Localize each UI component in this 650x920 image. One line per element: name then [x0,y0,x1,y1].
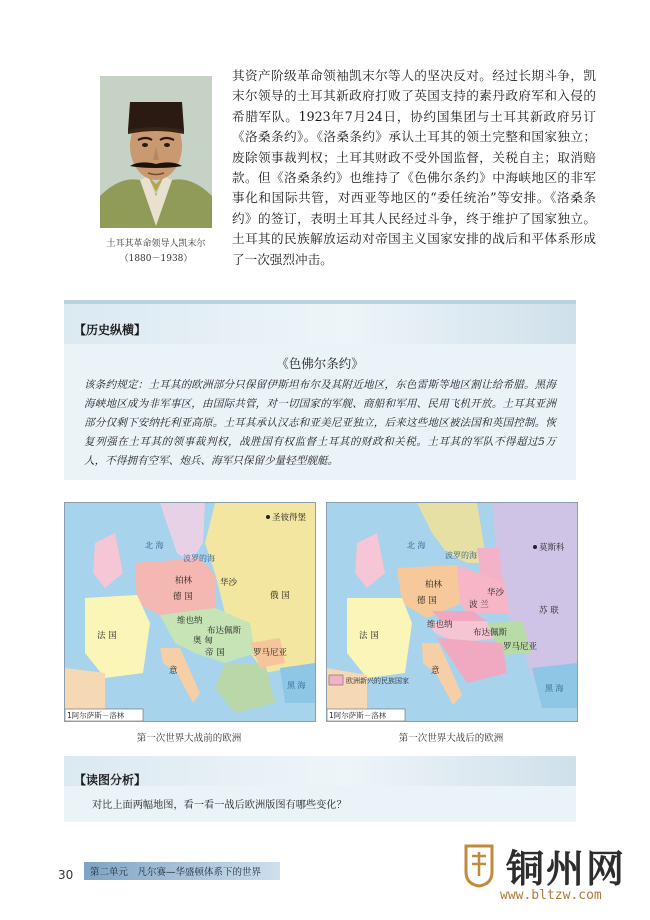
right-map-vienna: 维也纳 [427,620,453,630]
left-map-france: 法 国 [97,631,117,641]
watermark-title: 铜州网 [506,846,627,891]
right-map-warsaw: 华沙 [487,588,505,598]
left-map-austria-hungary: 奥 匈 [193,636,213,646]
right-map-black-sea: 黑 海 [545,684,564,693]
left-map-inset-label: 1阿尔萨斯－洛林 [67,711,125,720]
right-map-budapest: 布达佩斯 [473,628,508,638]
left-map-black-sea: 黑 海 [287,681,306,690]
portrait-caption-years: （1880－1938） [119,254,193,264]
right-map-romania: 罗马尼亚 [503,642,538,652]
right-map-baltic: 波罗的海 [445,551,477,560]
left-map-italy: 意 [169,666,178,676]
right-map-caption: 第一次世界大战后的欧洲 [398,733,504,744]
left-map-st-petersburg: 圣彼得堡 [272,513,307,523]
right-map-italy: 意 [431,666,440,676]
left-map-romania: 罗马尼亚 [253,648,288,658]
analysis-box-label: 【读图分析】 [74,773,147,787]
history-box-label: 【历史纵横】 [74,323,147,337]
page-number: 30 [58,868,74,882]
left-map-budapest: 布达佩斯 [207,626,242,636]
left-map-berlin: 柏林 [175,576,193,586]
left-map-baltic: 波罗的海 [183,554,215,563]
right-map-berlin: 柏林 [425,580,443,590]
portrait-caption-name: 土耳其革命领导人凯末尔 [106,239,206,249]
map-after-ww1 [326,502,578,722]
portrait-image [100,76,212,228]
left-map-caption: 第一次世界大战前的欧洲 [136,733,242,744]
right-map-moscow: 莫斯科 [539,543,565,553]
left-map-vienna: 维也纳 [177,616,203,626]
left-map-warsaw: 华沙 [220,578,238,588]
map-before-ww1 [64,502,316,722]
kemal-portrait [100,76,212,228]
footer-unit-title: 第二单元 凡尔赛—华盛顿体系下的世界 [90,867,262,878]
left-map-north-sea: 北 海 [145,541,164,550]
history-box-title: 《色佛尔条约》 [276,356,364,371]
right-map-poland: 波 兰 [469,600,489,610]
left-map-russia: 俄 国 [270,591,290,601]
watermark-url: www.bltzw.com [500,888,602,903]
history-box-text: 该条约规定：土耳其的欧洲部分只保留伊斯坦布尔及其附近地区，东色雷斯等地区割让给希腊。黑海海峡地区成为非军事区，由国际共管，对一切国家的军舰、商船和军用、民用飞机开放。土耳其亚洲部分仅剩下安纳托利亚高原。土耳其承认汉志和亚美尼亚独立，后来这些地区被法国和英国控制。恢复列强在土耳其的领事裁判权，战胜国有权监督土耳其的财政和关税。土耳其的军队不得超过5万人，不得拥有空军、炮兵、海军只保留少量轻型舰艇。 [84,379,556,467]
right-map-inset-label: 1阿尔萨斯－洛林 [329,711,387,720]
right-map-germany: 德 国 [417,596,437,606]
watermark-logo-icon [460,842,498,888]
right-map-france: 法 国 [359,631,379,641]
right-map-soviet: 苏 联 [539,606,559,616]
right-map-legend: 欧洲新兴的民族国家 [346,677,409,685]
body-paragraph: 其资产阶级革命领袖凯末尔等人的坚决反对。经过长期斗争，凯末尔领导的土耳其新政府打败了英国支持的素丹政府军和入侵的希腊军队。1923年7月24日，协约国集团与土耳其新政府另订《洛桑条约》。《洛桑条约》承认土耳其的领土完整和国家独立；废除领事裁判权；土耳其财政不受外国监督，关税自主；取消赔款。但《洛桑条约》也维持了《色佛尔条约》中海峡地区的非军事化和国际共管，对西亚等地区的“委任统治”等安排。《洛桑条约》的签订，表明土耳其人民经过斗争，终于维护了国家独立。土耳其的民族解放运动对帝国主义国家安排的战后和平体系形成了一次强烈冲击。 [232,68,596,267]
left-map-germany: 德 国 [173,592,193,602]
analysis-question: 对比上面两幅地图，看一看一战后欧洲版图有哪些变化？ [92,800,347,811]
right-map-north-sea: 北 海 [407,541,426,550]
left-map-empire: 帝 国 [205,648,225,658]
